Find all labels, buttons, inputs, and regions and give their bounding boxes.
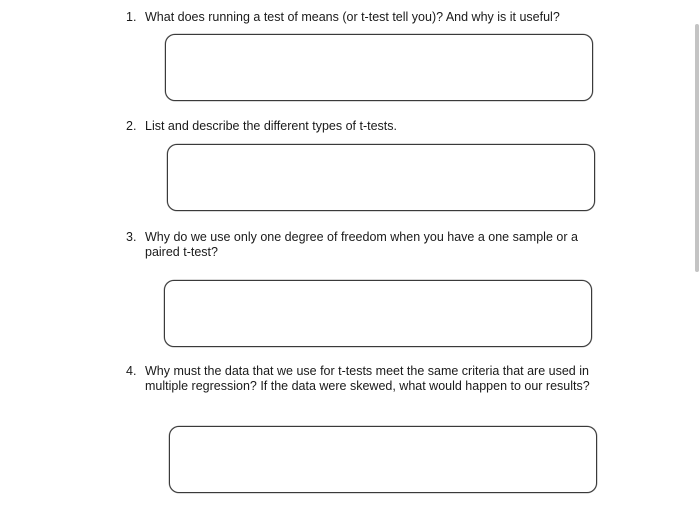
question-number: 2. xyxy=(126,119,137,133)
answer-box-1[interactable] xyxy=(165,34,593,101)
scrollbar[interactable] xyxy=(694,0,700,512)
question-number: 1. xyxy=(126,10,137,24)
answer-box-3[interactable] xyxy=(164,280,592,347)
question-number: 4. xyxy=(126,364,137,378)
question-number: 3. xyxy=(126,230,137,244)
answer-box-4[interactable] xyxy=(169,426,597,493)
scrollbar-thumb[interactable] xyxy=(695,24,699,272)
question-text: What does running a test of means (or t-test tell you)? And why is it useful? xyxy=(145,10,560,24)
answer-box-2[interactable] xyxy=(167,144,595,211)
question-text: Why must the data that we use for t-tests meet the same criteria that are used in multiple regression? If the data were skewed, what would happen to our results? xyxy=(145,364,590,393)
question-text: Why do we use only one degree of freedom when you have a one sample or a paired t-test? xyxy=(145,230,578,259)
question-text: List and describe the different types of t-tests. xyxy=(145,119,397,133)
